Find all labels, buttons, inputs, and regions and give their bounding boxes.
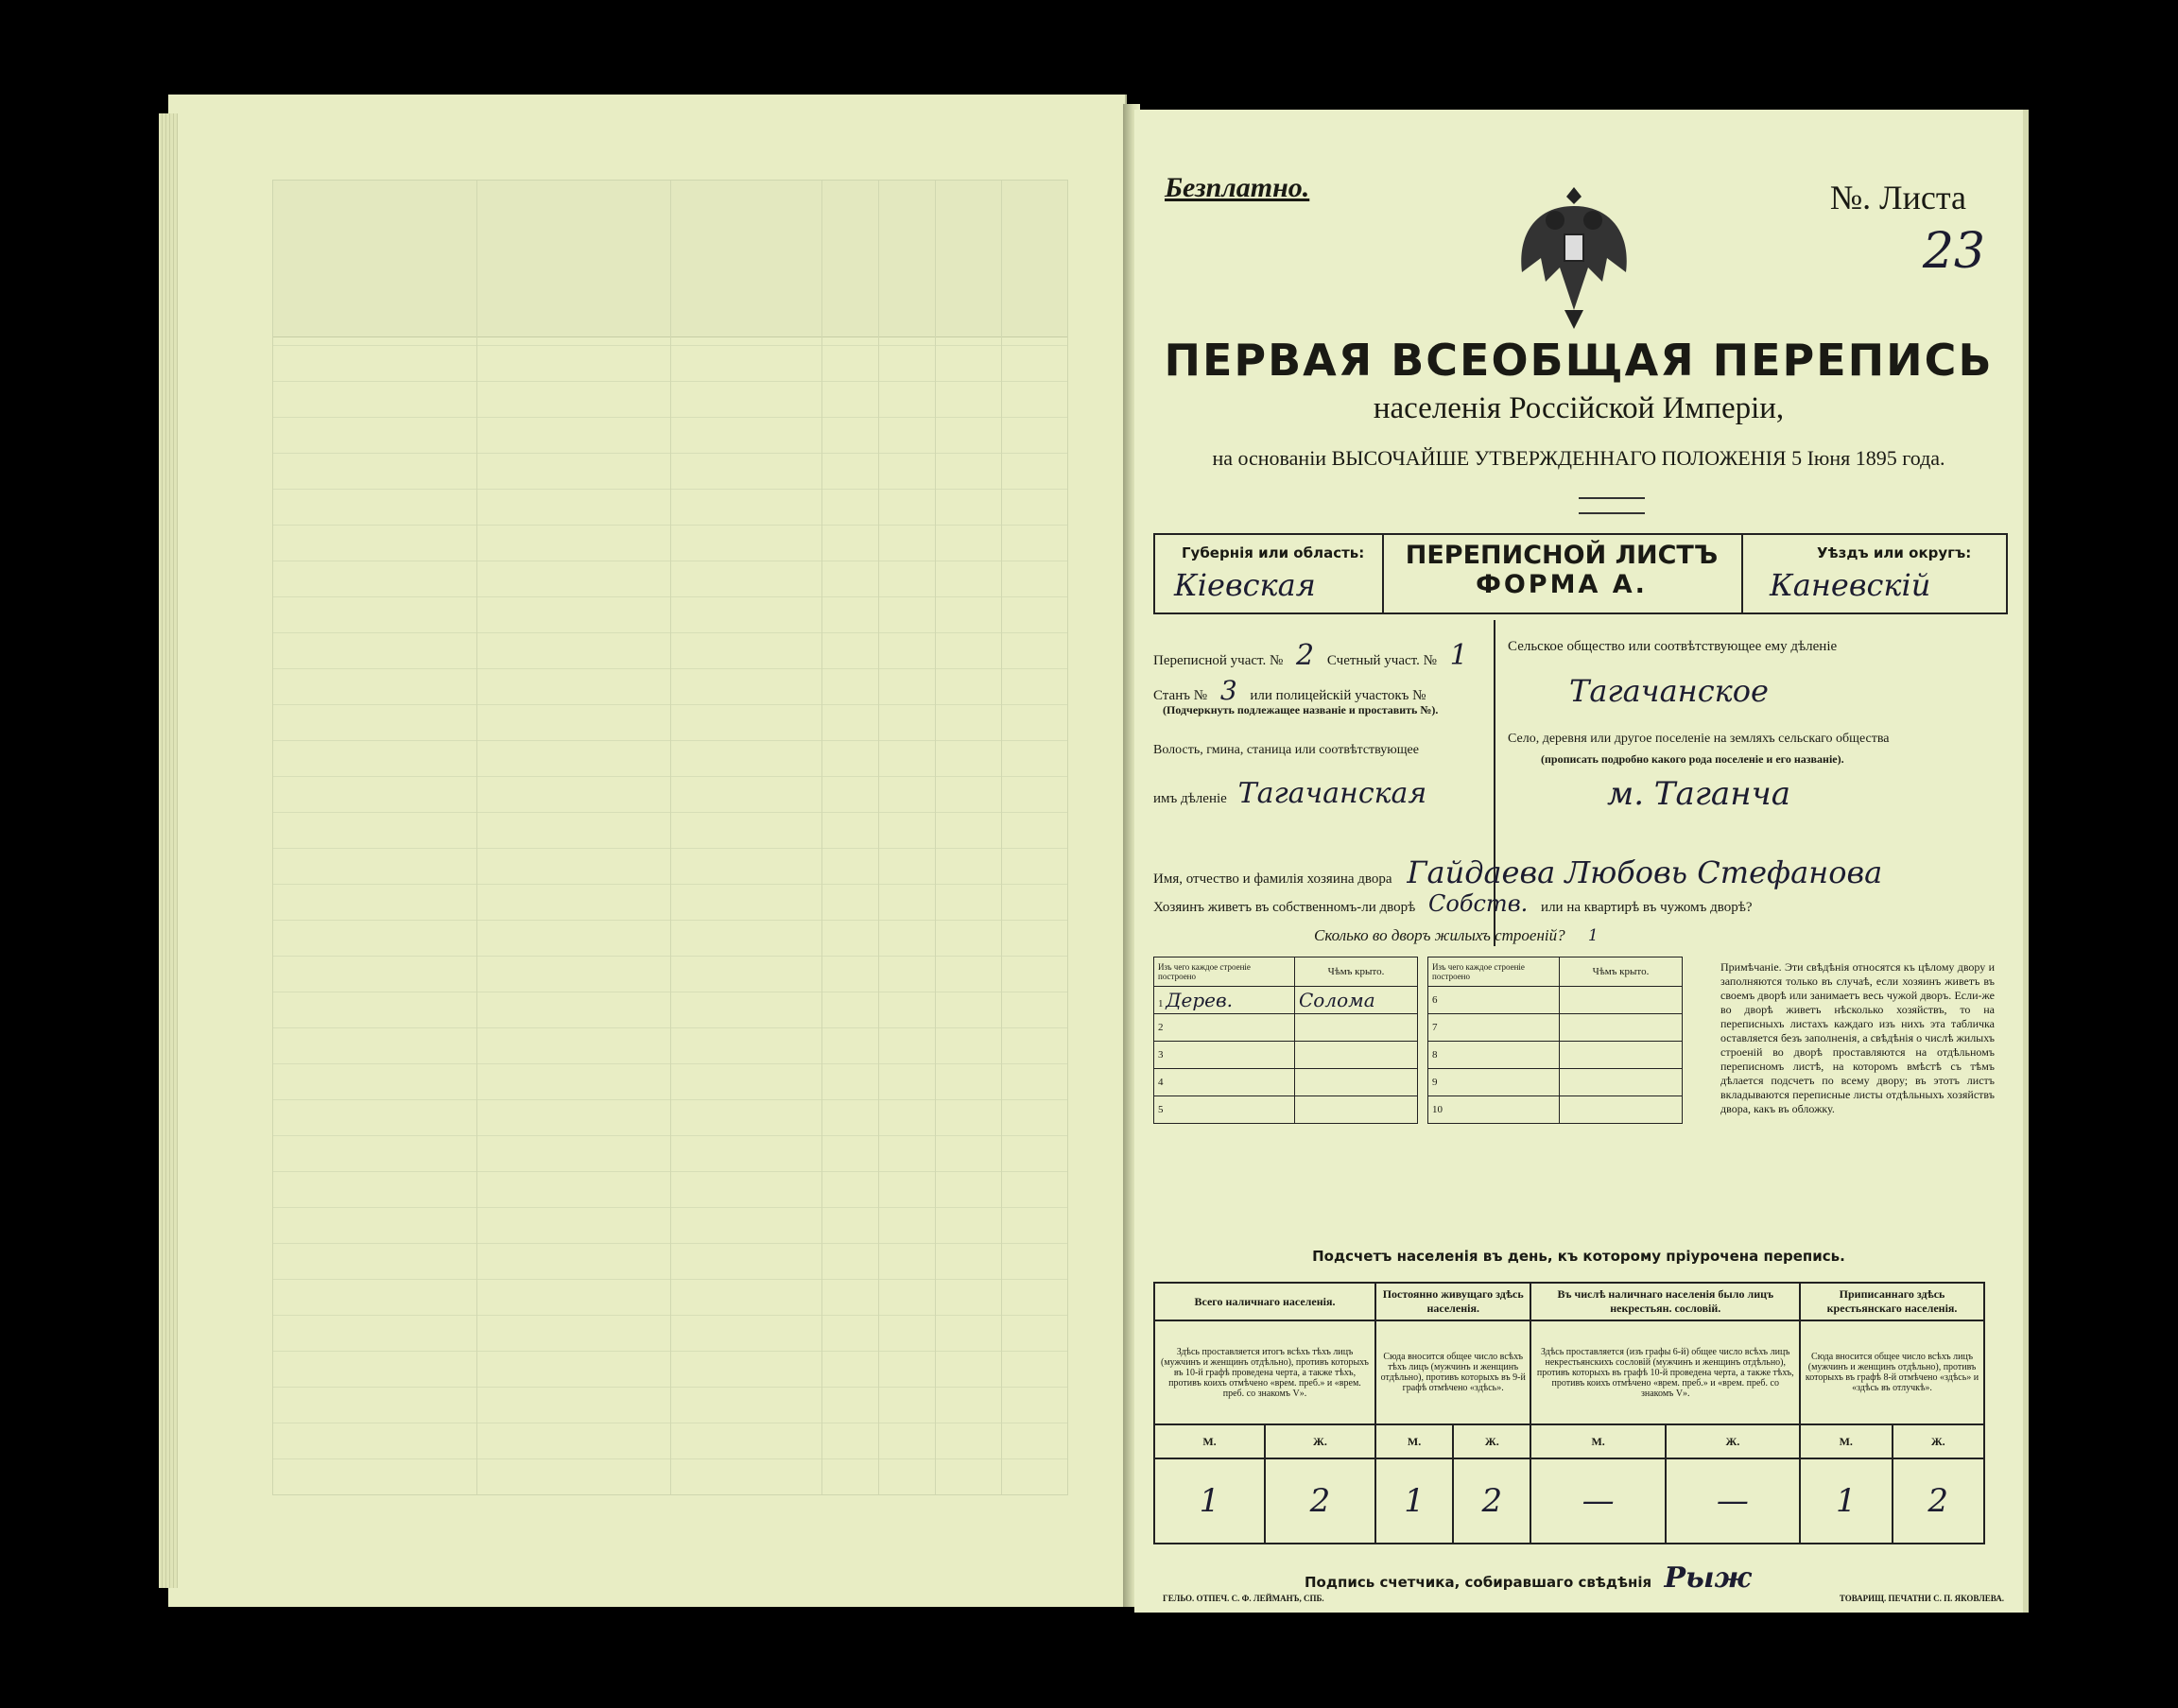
buildings-row: 6 (1428, 987, 1560, 1014)
buildings-value: 1 (1587, 926, 1599, 945)
female-label: Ж. (1666, 1424, 1800, 1458)
district-cell (1741, 535, 2006, 612)
sheet-number-label: №. Листа (1829, 179, 1966, 216)
owner-label: Имя, отчество и фамилія хозяина двора (1153, 871, 1392, 887)
male-label: М. (1530, 1424, 1665, 1458)
census-totals-table (1153, 1282, 1985, 1544)
grid-line (1001, 181, 1002, 1494)
male-count: 1 (1800, 1458, 1892, 1544)
male-label: М. (1154, 1424, 1265, 1458)
buildings-row: 3 (1154, 1042, 1295, 1069)
form-header-box (1153, 533, 2008, 614)
count-section-label: Счетный участ. № (1326, 653, 1437, 668)
document-basis: на основаніи ВЫСОЧАЙШЕ УТВЕРЖДЕННАГО ПОЛОЖЕНІЯ 5 Іюня 1895 года. (1212, 446, 1945, 470)
form-title-cell (1382, 535, 1741, 612)
buildings-col-material: Изъ чего каждое строеніе построено (1428, 958, 1560, 987)
grid-line (670, 181, 671, 1494)
village-note: (прописать подробно какого рода поселеніе и его названіе). (1541, 752, 1844, 766)
community-value: Тагачанское (1569, 673, 1769, 709)
buildings-row: 1 Дерев. (1154, 987, 1295, 1014)
police-label: или полицейскій участокъ № (1250, 688, 1426, 703)
census-sex-row (1154, 1424, 1984, 1458)
female-count: — (1666, 1458, 1800, 1544)
census-section-label: Переписной участ. № (1153, 653, 1284, 668)
district-value: Каневскій (1770, 567, 1931, 603)
census-group-desc: Сюда вносится общее число всѣхъ тѣхъ лицъ (мужчинъ и женщинъ отдѣльно), противъ которыхъ въ 9-й графѣ отмѣчено «здѣсь». (1375, 1320, 1530, 1424)
census-group-title: Всего наличнаго населенія. (1154, 1283, 1375, 1320)
stan-row (1153, 675, 1426, 706)
village-value: м. Таганча (1607, 775, 1791, 813)
female-count: 2 (1453, 1458, 1530, 1544)
document-title: ПЕРВАЯ ВСЕОБЩАЯ ПЕРЕПИСЬ (1164, 335, 1994, 386)
province-value: Кіевская (1174, 567, 1316, 603)
census-group-desc: Сюда вносится общее число всѣхъ лицъ (мужчинъ и женщинъ отдѣльно), противъ которыхъ въ графѣ 8-й отмѣчено «здѣсь» и «здѣсь въ отлучкѣ». (1800, 1320, 1984, 1424)
buildings-table-right (1427, 957, 1683, 1124)
male-label: М. (1375, 1424, 1453, 1458)
form-title-2: ФОРМА А. (1476, 570, 1648, 599)
signature-row (1305, 1561, 1752, 1595)
female-count: 2 (1893, 1458, 1985, 1544)
ornament-divider (1579, 497, 1645, 514)
census-heading: Подсчетъ населенія въ день, къ которому пріурочена перепись. (1312, 1248, 1845, 1265)
printer-footer-right: ТОВАРИЩ. ПЕЧАТНИ С. П. ЯКОВЛЕВА. (1839, 1594, 2004, 1603)
note-text: Примѣчаніе. Эти свѣдѣнія относятся къ цѣлому двору и заполняются только въ случаѣ, если хозяинъ живетъ въ своемъ дворѣ или занимаетъ весь чужой дворъ. Если-же во дворѣ живетъ нѣсколько хозяйствъ, то на переписныхъ листахъ каждаго изъ нихъ эта табличка оставляется безъ заполненія, а свѣдѣнія о числѣ жилыхъ строеній во дворѣ проставляются на отдѣльномъ переписномъ листѣ, на которомъ вмѣстѣ съ тѣмъ дѣлается подсчетъ по всему двору; въ этотъ листъ вкладываются переписные листы отдѣльныхъ хозяйствъ двора, какъ въ обложку. (1720, 960, 1995, 1115)
census-title-row (1154, 1283, 1984, 1320)
volost-label-2: имъ дѣленіе (1153, 791, 1227, 806)
signature-label: Подпись счетчика, собиравшаго свѣдѣнія (1305, 1574, 1652, 1591)
female-count: 2 (1265, 1458, 1375, 1544)
volost-value: Тагачанская (1237, 777, 1427, 810)
buildings-row: 10 (1428, 1096, 1560, 1124)
census-group-desc: Здѣсь проставляется итогъ всѣхъ тѣхъ лицъ (мужчинъ и женщинъ отдѣльно), противъ которыхъ въ 10-й графѣ проведена черта, а также тѣхъ, противъ коихъ отмѣчено «врем. преб.» и «врем. преб. со знакомъ V». (1154, 1320, 1375, 1424)
buildings-roof-value: Солома (1295, 987, 1418, 1014)
buildings-row: 8 (1428, 1042, 1560, 1069)
grid-line (878, 181, 879, 1494)
census-group-title: Постоянно живущаго здѣсь населенія. (1375, 1283, 1530, 1320)
sheet-number-value: 23 (1922, 223, 1985, 280)
buildings-label: Сколько во дворъ жилыхъ строеній? (1314, 926, 1565, 944)
buildings-col-material: Изъ чего каждое строеніе построено (1154, 958, 1295, 987)
stan-label: Станъ № (1153, 688, 1208, 703)
female-label: Ж. (1893, 1424, 1985, 1458)
free-label: Безплатно. (1165, 172, 1310, 203)
census-group-title: Въ числѣ наличнаго населенія было лицъ некрестьян. сословій. (1530, 1283, 1800, 1320)
count-section-value: 1 (1449, 639, 1468, 672)
male-label: М. (1800, 1424, 1892, 1458)
buildings-row: 9 (1428, 1069, 1560, 1096)
lives-row (1153, 890, 1753, 917)
province-label: Губернія или область: (1182, 544, 1365, 561)
stan-value: 3 (1219, 675, 1237, 706)
signature-value: Рыж (1664, 1561, 1752, 1595)
community-label: Сельское общество или соотвѣтствующее ему дѣленіе (1508, 639, 1838, 654)
lives-label-2: или на квартирѣ въ чужомъ дворѣ? (1541, 900, 1753, 915)
census-form-page (1134, 110, 2029, 1613)
grid-line (935, 181, 936, 1494)
buildings-col-roof: Чѣмъ крыто. (1560, 958, 1683, 987)
village-label: Село, деревня или другое поселеніе на земляхъ сельскаго общества (1508, 732, 1890, 746)
grid-line (476, 181, 477, 1494)
volost-label-1: Волость, гмина, станица или соотвѣтствующее (1153, 743, 1419, 757)
province-cell (1155, 535, 1382, 612)
male-count: 1 (1375, 1458, 1453, 1544)
district-label: Уѣздъ или округъ: (1817, 544, 1972, 561)
lives-label: Хозяинъ живетъ въ собственномъ-ли дворѣ (1153, 900, 1416, 915)
lives-value: Собств. (1428, 890, 1529, 917)
buildings-row: 7 (1428, 1014, 1560, 1042)
left-ruled-grid (272, 180, 1068, 1495)
census-values-row (1154, 1458, 1984, 1544)
buildings-table-left (1153, 957, 1418, 1124)
census-section-value: 2 (1296, 639, 1315, 672)
buildings-row: 5 (1154, 1096, 1295, 1124)
double-headed-eagle-emblem (1498, 168, 1650, 338)
census-section-row (1153, 639, 1468, 672)
buildings-row: 2 (1154, 1014, 1295, 1042)
form-title-1: ПЕРЕПИСНОЙ ЛИСТЪ (1405, 541, 1719, 570)
female-label: Ж. (1453, 1424, 1530, 1458)
volost-row (1153, 777, 1426, 810)
owner-row (1153, 854, 1882, 890)
owner-value: Гайдаева Любовь Стефанова (1407, 854, 1883, 890)
male-count: 1 (1154, 1458, 1265, 1544)
grid-line (821, 181, 822, 1494)
left-page (168, 95, 1127, 1607)
document-subtitle: населенія Россійской Имперіи, (1373, 391, 1785, 425)
printer-footer-left: ГЕЛЬО. ОТПЕЧ. С. Ф. ЛЕЙМАНЪ, СПБ. (1163, 1594, 1324, 1603)
buildings-row (1314, 926, 1599, 945)
male-count: — (1530, 1458, 1665, 1544)
census-group-desc: Здѣсь проставляется (изъ графы 6-й) общее число всѣхъ лицъ некрестьянскихъ сословій (мужчинъ и женщинъ отдѣльно), противъ которыхъ въ графѣ 10-й проведена черта, а также тѣхъ, противъ коихъ отмѣчено «врем. преб.» и «врем. преб. со знакомъ V». (1530, 1320, 1800, 1424)
census-group-title: Приписаннаго здѣсь крестьянскаго населенія. (1800, 1283, 1984, 1320)
female-label: Ж. (1265, 1424, 1375, 1458)
buildings-row: 4 (1154, 1069, 1295, 1096)
buildings-col-roof: Чѣмъ крыто. (1295, 958, 1418, 987)
page-stack-edge (159, 113, 178, 1588)
underline-note: (Подчеркнуть подлежащее названіе и проставить №). (1163, 703, 1439, 716)
census-desc-row (1154, 1320, 1984, 1424)
